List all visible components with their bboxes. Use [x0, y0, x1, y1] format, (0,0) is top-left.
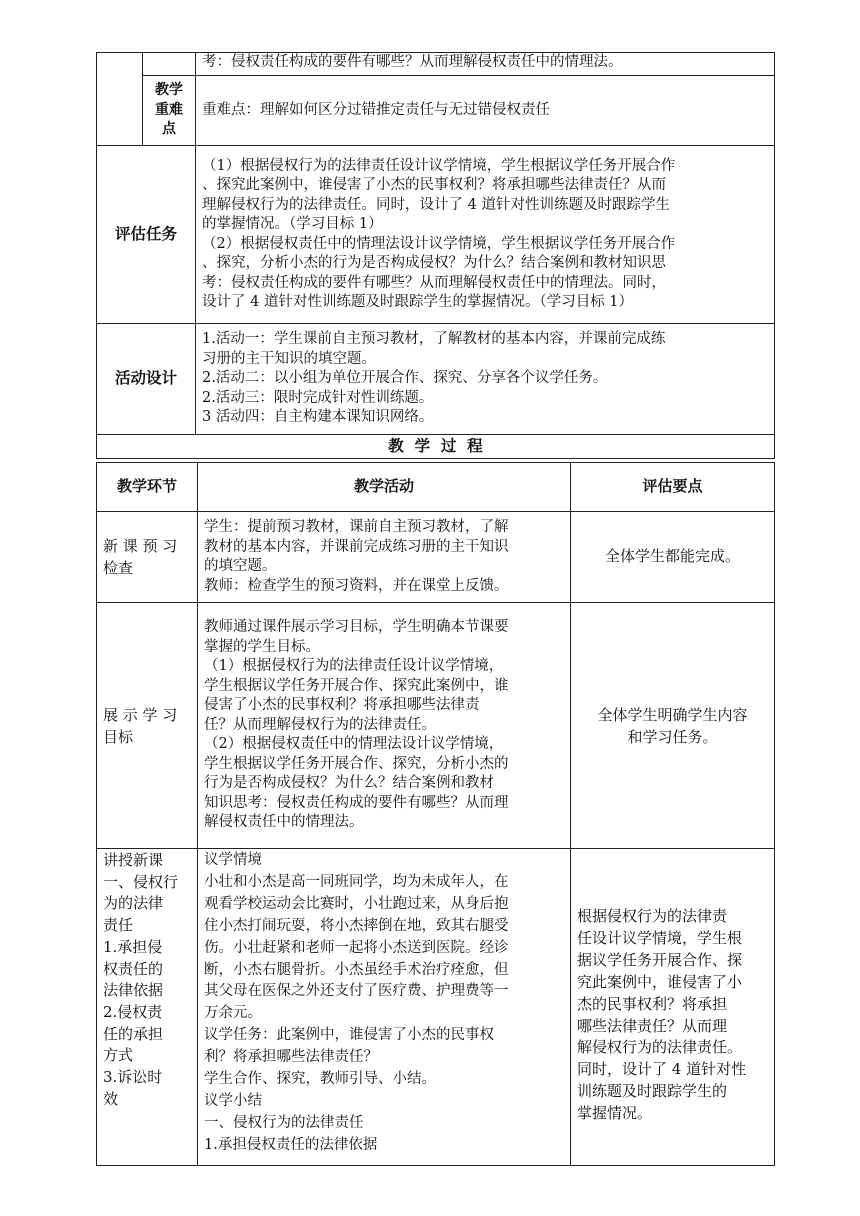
evaluation-cell — [571, 849, 775, 1166]
activities-line: 2.活动三：限时完成针对性训练题。 — [202, 389, 434, 406]
activities-label: 活动设计 — [97, 324, 196, 435]
assessment-line: 、探究，分析小杰的行为是否构成侵权？为什么？结合案例和教材知识思 — [202, 255, 666, 271]
process-title-row — [97, 435, 775, 459]
activity-line: 一、侵权行为的法律责任 — [204, 1114, 364, 1131]
activity-cell — [198, 603, 571, 849]
objectives-outer-cell — [97, 53, 143, 146]
assessment-line: （1）根据侵权行为的法律责任设计议学情境，学生根据议学任务开展合作 — [202, 157, 676, 174]
activity-cell — [198, 512, 571, 603]
evaluation-line: 同时，设计了 4 道针对性 — [577, 1060, 747, 1079]
header-activity: 教学活动 — [198, 463, 571, 512]
evaluation-line: 和学习任务。 — [627, 727, 718, 746]
evaluation-line: 全体学生明确学生内容 — [597, 705, 748, 724]
stage-line: 责任 — [103, 916, 134, 935]
evaluation-line: 根据侵权行为的法律责 — [577, 907, 728, 925]
evaluation-line: 全体学生都能完成。 — [604, 547, 740, 566]
activities-row — [97, 324, 775, 435]
activity-line: （2）根据侵权责任中的情理法设计议学情境， — [204, 736, 504, 753]
activities-line: 1.活动一：学生课前自主预习教材，了解教材的基本内容，并课前完成练 — [202, 331, 666, 348]
activity-line: 任？从而理解侵权行为的法律责任。 — [204, 716, 436, 733]
stage-line: 权责任的 — [103, 959, 164, 978]
activity-line: 掌握的学生目标。 — [204, 638, 320, 655]
activity-line: （1）根据侵权行为的法律责任设计议学情境， — [204, 658, 504, 675]
activities-text — [196, 324, 775, 435]
evaluation-line: 解侵权行为的法律责任。 — [577, 1038, 743, 1057]
activity-line: 解侵权责任中的情理法。 — [204, 814, 364, 831]
stage-line: 任的承担 — [103, 1024, 164, 1043]
evaluation-line: 杰的民事权利？将承担 — [577, 994, 728, 1013]
evaluation-line: 究此案例中，谁侵害了小 — [577, 972, 743, 991]
stage-line: 检查 — [103, 559, 134, 577]
stage-line: 为的法律 — [103, 894, 164, 913]
key-points-text — [196, 76, 775, 146]
assessment-label: 评估任务 — [97, 146, 196, 324]
stage-cell — [97, 512, 198, 603]
stage-line: 效 — [103, 1089, 119, 1108]
assessment-text — [196, 146, 775, 324]
activity-line: 其父母在医保之外还支付了医疗费、护理费等一 — [204, 983, 509, 1000]
activity-line: 教材的基本内容，并课前完成练习册的主干知识 — [204, 538, 509, 555]
process-header-row — [97, 463, 775, 512]
activity-line: 断，小杰右腿骨折。小杰虽经手术治疗痊愈，但 — [204, 961, 509, 978]
stage-cell — [97, 603, 198, 849]
stage-line: 3.诉讼时 — [103, 1068, 163, 1087]
stage-line: 一、侵权行 — [103, 872, 179, 891]
activity-line: 的填空题。 — [204, 558, 277, 574]
stage-line: 1.承担侵 — [103, 937, 163, 956]
activities-line: 2.活动二：以小组为单位开展合作、探究、分享各个议学任务。 — [202, 370, 608, 387]
objectives-continued-line: 考：侵权责任构成的要件有哪些？从而理解侵权责任中的情理法。 — [202, 54, 623, 70]
activity-line: 学生：提前预习教材，课前自主预习教材，了解 — [204, 519, 509, 535]
activities-line: 习册的主干知识的填空题。 — [202, 350, 376, 367]
header-stage: 教学环节 — [97, 463, 198, 512]
key-points-row — [97, 76, 775, 146]
stage-line: 展 示 学 习 — [103, 705, 178, 724]
evaluation-line: 训练题及时跟踪学生的 — [577, 1082, 728, 1101]
objectives-continued-row — [97, 53, 775, 76]
activity-line: 观看学校运动会比赛时，小壮跑过来，从身后抱 — [204, 895, 509, 912]
table-row — [97, 603, 775, 849]
key-points-line: 重难点：理解如何区分过错推定责任与无过错侵权责任 — [202, 101, 550, 118]
objectives-label-cell — [143, 53, 196, 76]
activity-line: 行为是否构成侵权？为什么？结合案例和教材 — [204, 775, 494, 792]
stage-line: 2.侵权责 — [103, 1002, 163, 1021]
activities-line: 3 活动四：自主构建本课知识网络。 — [202, 409, 434, 426]
teaching-process-table — [96, 462, 775, 1166]
key-points-label-line: 重难 — [155, 101, 183, 118]
assessment-line: 设计了 4 道针对性训练题及时跟踪学生的掌握情况。（学习目标 1） — [202, 294, 634, 310]
evaluation-cell — [571, 512, 775, 603]
objectives-continued-text — [196, 53, 775, 76]
activity-line: 教师通过课件展示学习目标，学生明确本节课要 — [204, 619, 509, 636]
evaluation-line: 哪些法律责任？从而理 — [577, 1016, 728, 1035]
activity-line: 学生根据议学任务开展合作、探究此案例中，谁 — [204, 677, 509, 694]
assessment-line: （2）根据侵权责任中的情理法设计议学情境，学生根据议学任务开展合作 — [202, 235, 676, 252]
activity-line: 1.承担侵权责任的法律依据 — [204, 1136, 378, 1153]
stage-line: 新 课 预 习 — [103, 537, 178, 555]
assessment-line: 的掌握情况。（学习目标 1） — [202, 216, 383, 232]
assessment-line: 理解侵权行为的法律责任。同时，设计了 4 道针对性训练题及时跟踪学生 — [202, 196, 670, 213]
activity-line: 议学任务：此案例中，谁侵害了小杰的民事权 — [204, 1027, 494, 1044]
activity-line: 学生合作、探究，教师引导、小结。 — [204, 1071, 436, 1088]
stage-cell — [97, 849, 198, 1166]
assessment-line: 、探究此案例中，谁侵害了小杰的民事权利？将承担哪些法律责任？从而 — [202, 177, 666, 193]
activity-line: 议学小结 — [204, 1092, 262, 1109]
evaluation-cell — [571, 603, 775, 849]
activity-line: 议学情境 — [204, 852, 262, 868]
activity-cell — [198, 849, 571, 1166]
activity-line: 教师：检查学生的预习资料，并在课堂上反馈。 — [204, 577, 509, 594]
activity-line: 侵害了小杰的民事权利？将承担哪些法律责 — [204, 697, 480, 714]
assessment-row — [97, 146, 775, 324]
assessment-line: 考：侵权责任构成的要件有哪些？从而理解侵权责任中的情理法。同时， — [202, 274, 666, 291]
evaluation-line: 掌握情况。 — [577, 1104, 653, 1123]
evaluation-line: 据议学任务开展合作、探 — [577, 950, 743, 969]
activity-line: 小壮和小杰是高一同班同学，均为未成年人，在 — [204, 873, 509, 890]
activity-line: 利？将承担哪些法律责任？ — [204, 1049, 378, 1066]
key-points-label — [143, 76, 196, 146]
activity-line: 伤。小壮赶紧和老师一起将小杰送到医院。经诊 — [204, 939, 509, 956]
key-points-label-line: 点 — [162, 121, 176, 138]
activity-line: 住小杰打闹玩耍，将小杰摔倒在地，致其右腿受 — [204, 917, 509, 934]
stage-line: 方式 — [103, 1046, 134, 1065]
lesson-plan-table — [96, 52, 775, 459]
header-evaluation: 评估要点 — [571, 463, 775, 512]
evaluation-line: 任设计议学情境，学生根 — [577, 928, 743, 947]
activity-line: 万余元。 — [204, 1005, 262, 1022]
stage-line: 讲授新课 — [103, 851, 164, 869]
stage-line: 目标 — [103, 727, 134, 746]
activity-line: 学生根据议学任务开展合作、探究，分析小杰的 — [204, 755, 509, 772]
activity-line: 知识思考：侵权责任构成的要件有哪些？从而理 — [204, 794, 509, 811]
process-title: 教 学 过 程 — [97, 435, 775, 459]
stage-line: 法律依据 — [103, 981, 164, 1000]
key-points-label-line: 教学 — [155, 82, 183, 99]
table-row — [97, 512, 775, 603]
table-row — [97, 849, 775, 1166]
